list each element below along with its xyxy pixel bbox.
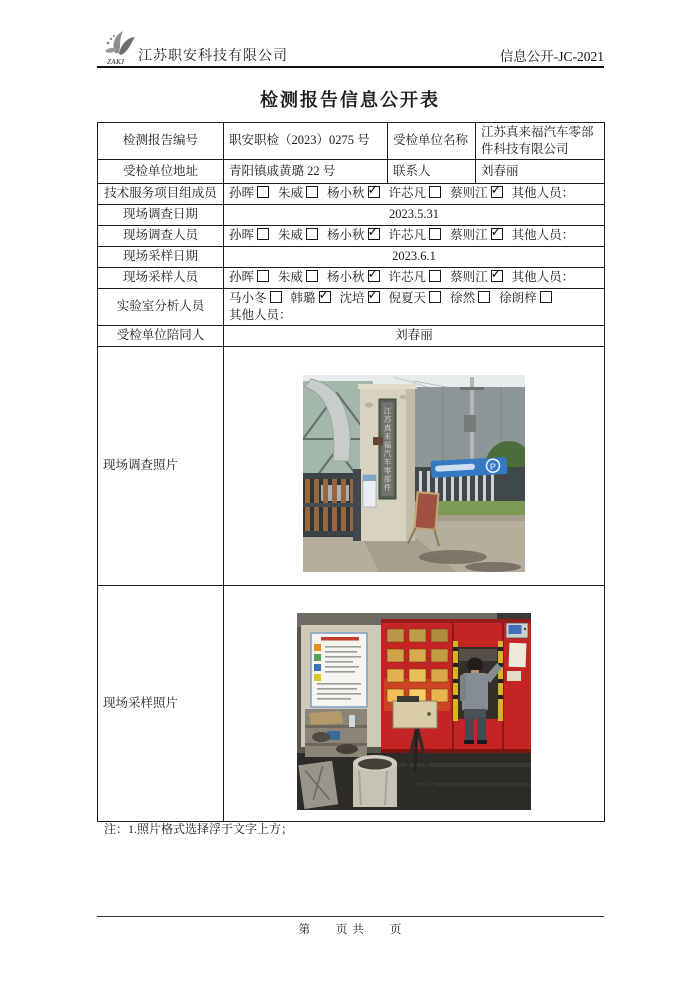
survey-date-label: 现场调查日期 <box>98 204 224 225</box>
control-display <box>506 623 528 638</box>
member-option <box>278 269 318 286</box>
checked-checkbox-icon <box>368 186 380 198</box>
member-option <box>450 227 503 244</box>
member-name: 许芯凡 <box>388 228 427 243</box>
member-name: 许芯凡 <box>388 186 427 201</box>
member-name: 沈培 <box>339 290 365 305</box>
member-name: 蔡则江 <box>450 228 488 243</box>
survey-staff-members <box>224 225 605 246</box>
member-option <box>389 227 442 244</box>
table-row <box>98 225 605 246</box>
report-no-label: 检测报告编号 <box>98 123 224 160</box>
member-option <box>229 185 269 202</box>
red-press-machine <box>381 619 531 755</box>
report-no-value: 职安职检（2023）0275 号 <box>224 123 388 160</box>
page-number: 第 页 共 页 <box>298 924 403 936</box>
unchecked-checkbox-icon <box>306 270 318 282</box>
escort-label: 受检单位陪同人 <box>98 325 224 346</box>
unchecked-checkbox-icon <box>429 270 441 282</box>
others-label: 其他人员： <box>511 228 575 243</box>
member-option <box>389 290 442 307</box>
member-option <box>450 185 503 202</box>
member-option <box>340 290 380 307</box>
unchecked-checkbox-icon <box>257 270 269 282</box>
report-info-table <box>97 122 605 822</box>
member-option <box>389 185 442 202</box>
member-option <box>229 227 269 244</box>
member-name: 杨小秋 <box>327 186 365 201</box>
survey-staff-label: 现场调查人员 <box>98 225 224 246</box>
member-name: 杨小秋 <box>327 270 365 285</box>
company-logo-icon <box>101 27 137 67</box>
parking-sign-text: P <box>489 461 497 472</box>
table-row <box>98 204 605 225</box>
table-row <box>98 246 605 267</box>
unchecked-checkbox-icon <box>429 228 441 240</box>
member-option <box>327 269 380 286</box>
member-option <box>499 290 552 307</box>
document-code: 信息公开-JC-2021 <box>499 49 604 64</box>
unchecked-checkbox-icon <box>306 186 318 198</box>
member-name: 朱威 <box>278 228 304 243</box>
member-option <box>450 269 503 286</box>
table-row <box>98 159 605 183</box>
member-name: 徐然 <box>450 290 476 305</box>
contact-label: 联系人 <box>388 159 476 183</box>
table-row <box>98 325 605 346</box>
checked-checkbox-icon <box>368 270 380 282</box>
sampling-staff-members <box>224 267 605 288</box>
member-option <box>291 290 331 307</box>
member-name: 许芯凡 <box>388 270 427 285</box>
sampling-site-photo <box>297 613 531 810</box>
table-row <box>98 123 605 160</box>
member-name: 朱威 <box>278 270 304 285</box>
footer-divider <box>97 916 604 917</box>
client-name-value: 江苏真来福汽车零部件科技有限公司 <box>476 123 605 160</box>
table-row <box>98 346 605 585</box>
table-row <box>98 183 605 204</box>
survey-date-value: 2023.5.31 <box>224 204 605 225</box>
checked-checkbox-icon <box>368 291 380 303</box>
member-option <box>278 185 318 202</box>
member-option <box>229 269 269 286</box>
escort-value: 刘春丽 <box>224 325 605 346</box>
contact-value: 刘春丽 <box>476 159 605 183</box>
member-name: 杨小秋 <box>327 228 365 243</box>
checked-checkbox-icon <box>319 291 331 303</box>
survey-photo-label: 现场调查照片 <box>98 346 224 585</box>
checked-checkbox-icon <box>491 270 503 282</box>
table-row <box>98 288 605 325</box>
checked-checkbox-icon <box>491 228 503 240</box>
member-option <box>389 269 442 286</box>
metal-plate <box>298 761 338 809</box>
table-row <box>98 585 605 821</box>
sampling-date-label: 现场采样日期 <box>98 246 224 267</box>
safety-poster <box>311 633 367 707</box>
table-row <box>98 267 605 288</box>
member-name: 马小冬 <box>229 290 267 305</box>
member-option <box>327 185 380 202</box>
checked-checkbox-icon <box>368 228 380 240</box>
member-name: 朱威 <box>278 186 304 201</box>
sampling-photo-cell <box>224 585 605 821</box>
page-title: 检测报告信息公开表 <box>260 90 440 110</box>
unchecked-checkbox-icon <box>270 291 282 303</box>
logo-text: ZAKJ <box>107 58 125 66</box>
member-option <box>278 227 318 244</box>
unchecked-checkbox-icon <box>257 228 269 240</box>
others-label: 其他人员： <box>511 270 575 285</box>
bucket <box>353 755 397 807</box>
cart <box>305 709 367 757</box>
client-name-label: 受检单位名称 <box>388 123 476 160</box>
member-name: 韩璐 <box>290 290 316 305</box>
unchecked-checkbox-icon <box>306 228 318 240</box>
member-name: 徐朗梓 <box>499 290 537 305</box>
address-label: 受检单位地址 <box>98 159 224 183</box>
lab-staff-members <box>224 288 605 325</box>
unchecked-checkbox-icon <box>478 291 490 303</box>
unchecked-checkbox-icon <box>429 291 441 303</box>
unchecked-checkbox-icon <box>540 291 552 303</box>
tech-team-label: 技术服务项目组成员 <box>98 183 224 204</box>
others-label: 其他人员： <box>511 186 575 201</box>
member-name: 倪夏天 <box>388 290 427 305</box>
unchecked-checkbox-icon <box>257 186 269 198</box>
header-divider <box>97 66 604 68</box>
factory-gate-photo <box>303 375 525 572</box>
unchecked-checkbox-icon <box>429 186 441 198</box>
member-name: 蔡则江 <box>450 270 488 285</box>
paper-sheet <box>507 671 521 681</box>
sampling-photo-label: 现场采样照片 <box>98 585 224 821</box>
address-value: 青阳镇戚黄璐 22 号 <box>224 159 388 183</box>
member-name: 孙晖 <box>229 270 255 285</box>
footnote: 注：1.照片格式选择浮于文字上方； <box>104 822 294 836</box>
member-option <box>450 290 490 307</box>
member-option <box>229 290 282 307</box>
member-name: 孙晖 <box>229 186 255 201</box>
member-name: 孙晖 <box>229 228 255 243</box>
tech-team-members <box>224 183 605 204</box>
sampling-staff-label: 现场采样人员 <box>98 267 224 288</box>
lab-staff-label: 实验室分析人员 <box>98 288 224 325</box>
survey-photo-cell <box>224 346 605 585</box>
gate-pillar <box>358 384 417 541</box>
member-name: 蔡则江 <box>450 186 488 201</box>
paper-sheet <box>509 643 527 668</box>
gate-plaque-text: 江苏真来福汽车零部件 <box>383 407 392 492</box>
checked-checkbox-icon <box>491 186 503 198</box>
member-option <box>327 227 380 244</box>
entrance-gate <box>303 469 361 541</box>
company-name: 江苏职安科技有限公司 <box>138 49 288 64</box>
sampling-date-value: 2023.6.1 <box>224 246 605 267</box>
others-label: 其他人员： <box>229 307 292 322</box>
